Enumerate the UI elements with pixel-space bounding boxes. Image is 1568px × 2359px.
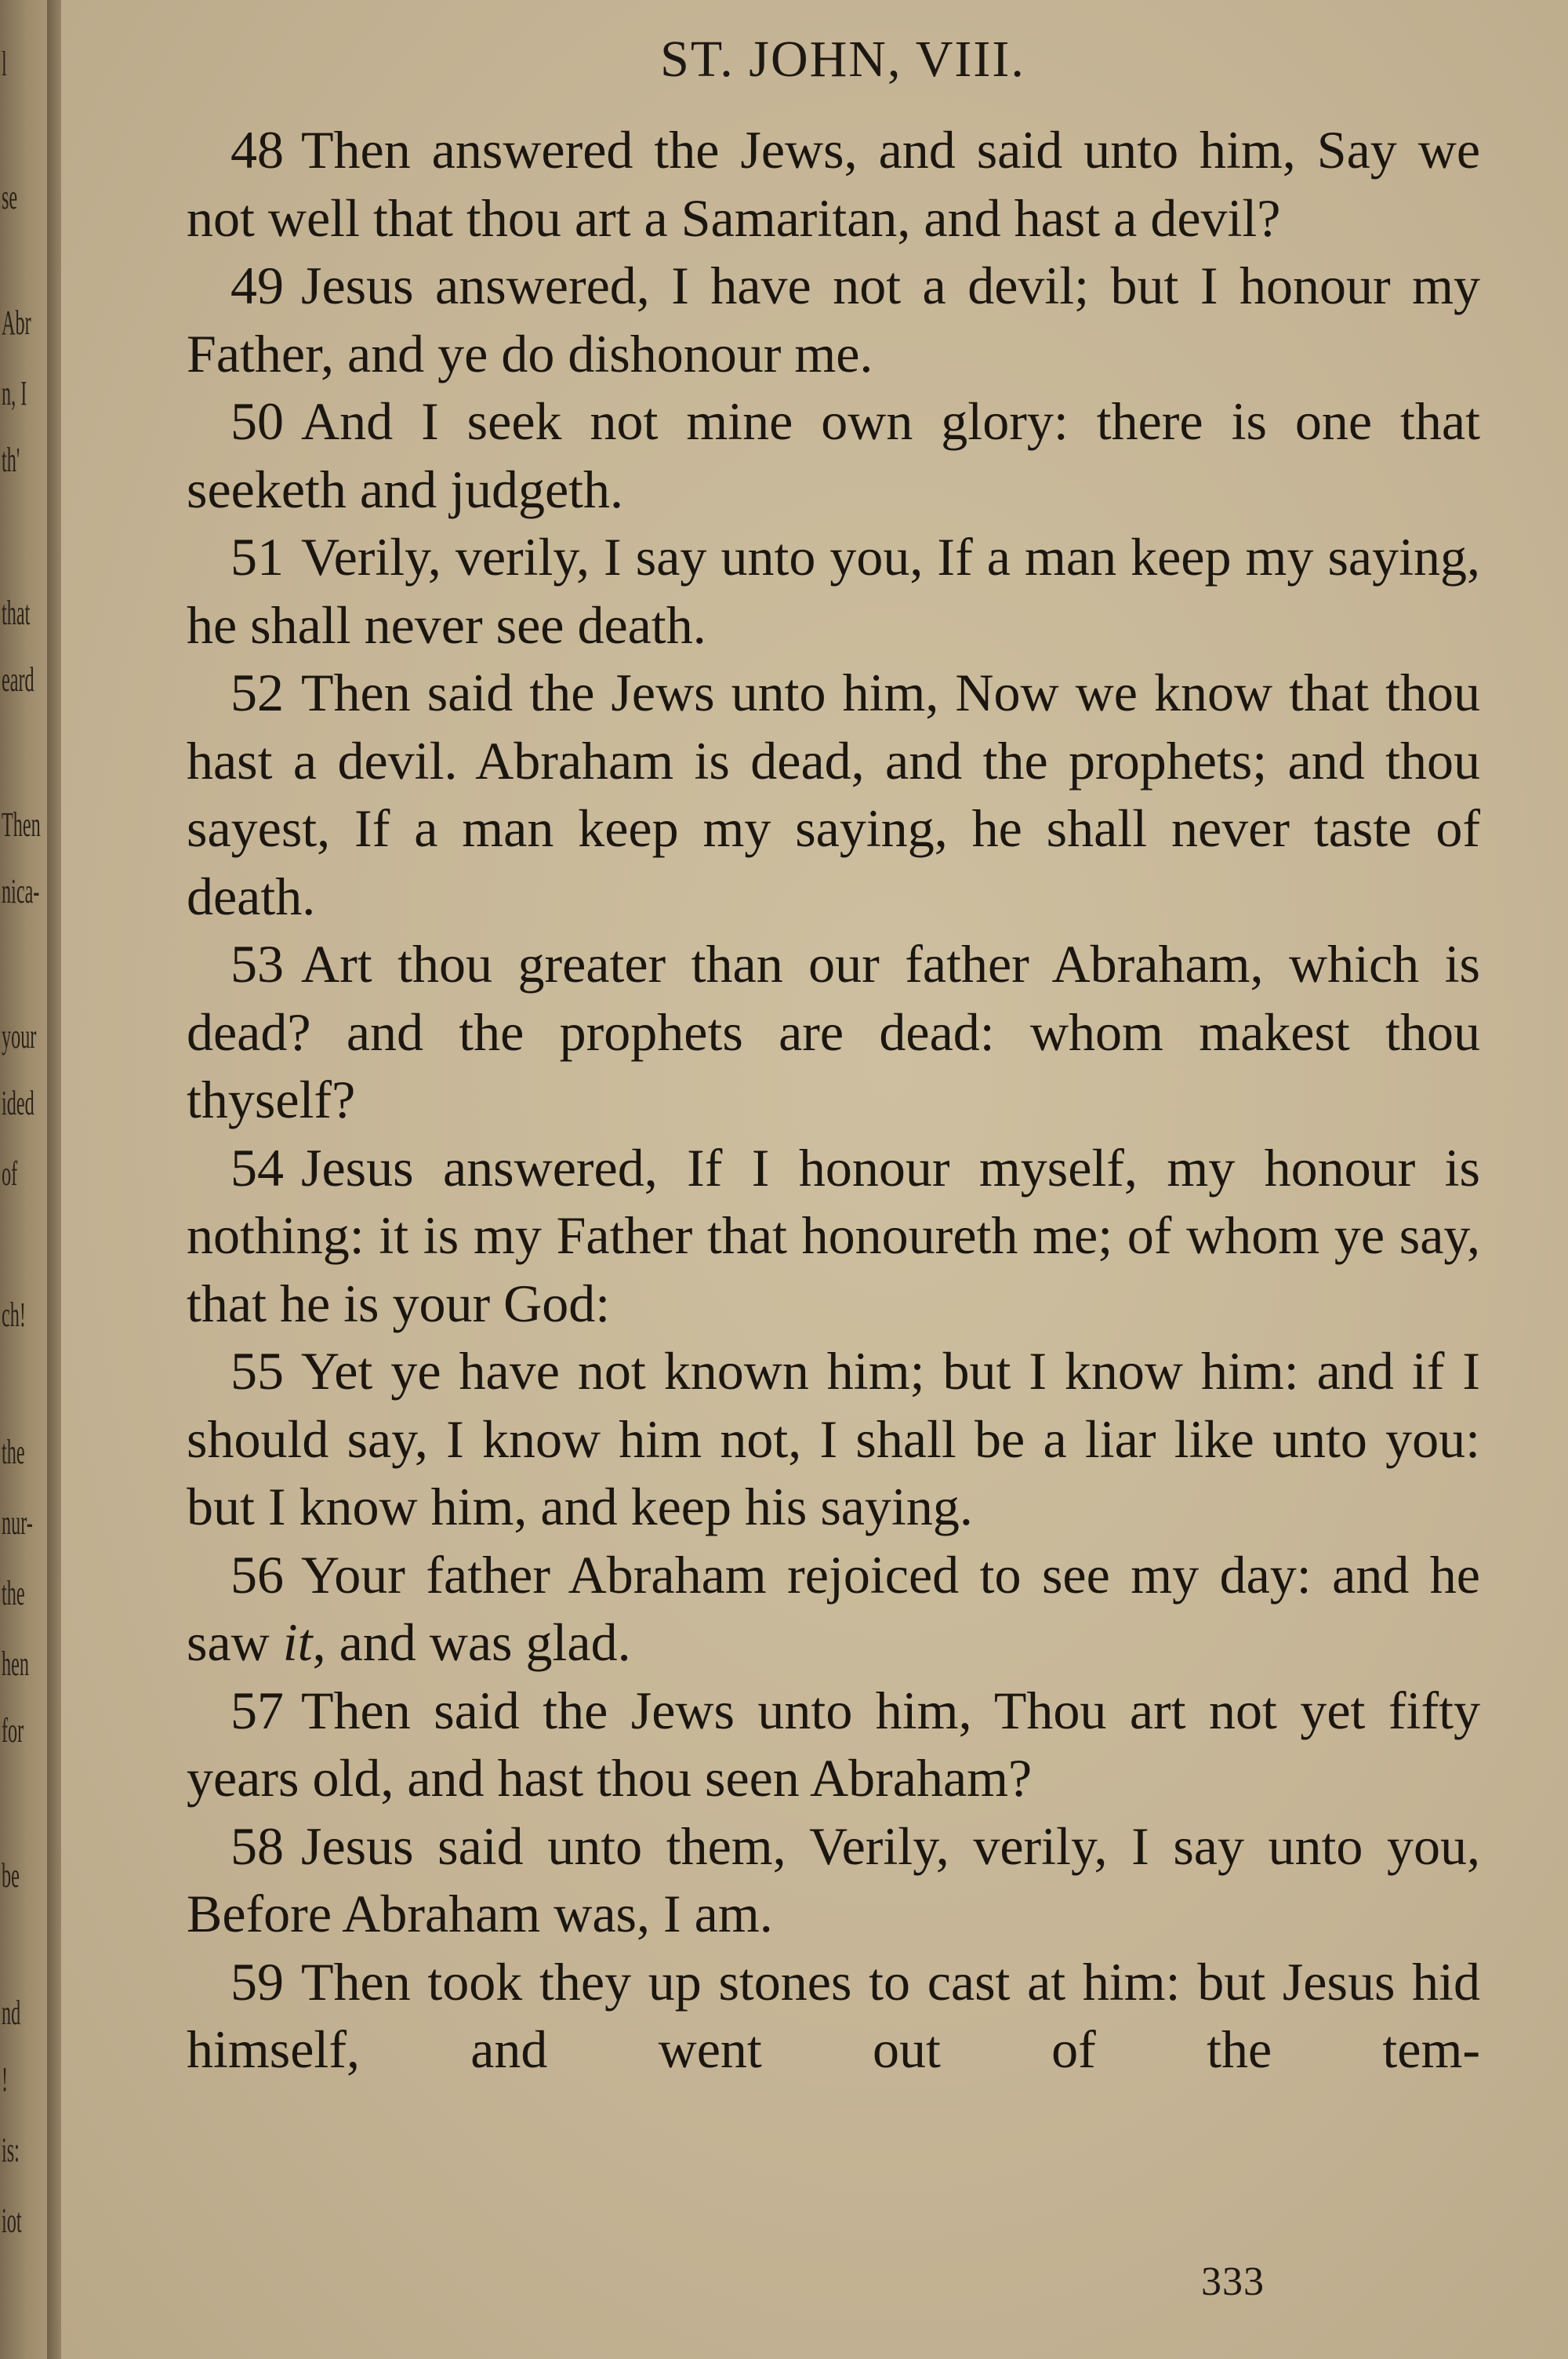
gutter-fragment: th' <box>2 441 20 479</box>
gutter-fragment: n, I <box>2 374 27 413</box>
gutter-fragment: l <box>2 45 7 83</box>
gutter-fragment: ided <box>2 1084 34 1122</box>
scripture-text <box>187 116 1480 2084</box>
verse-number: 49 <box>230 256 284 315</box>
gutter-fragment: Abr <box>2 304 31 342</box>
gutter-fragment: your <box>2 1017 37 1056</box>
verse-number: 51 <box>230 527 284 587</box>
verse-55 <box>187 1337 1480 1541</box>
gutter-fragment: for <box>2 1711 24 1750</box>
verse-italic-word: it <box>282 1612 313 1672</box>
verse-text: Yet ye have not known him; but I know him: and if I should say, I know him not, I shall be a liar like unto you: but I know him, and keep his saying. <box>187 1341 1480 1536</box>
verse-number: 54 <box>230 1137 284 1198</box>
verse-text: And I seek not mine own glory: there is one that seeketh and judgeth. <box>187 391 1480 519</box>
verse-text-continued: , and was glad. <box>312 1612 631 1672</box>
verse-53 <box>187 930 1480 1134</box>
gutter-fragment: nd <box>2 1994 21 2032</box>
verse-text: Then said the Jews unto him, Thou art not yet fifty years old, and hast thou seen Abraham? <box>187 1680 1480 1808</box>
verse-number: 53 <box>230 934 284 994</box>
verse-51 <box>187 523 1480 659</box>
verse-number: 58 <box>230 1816 284 1876</box>
gutter-fragment: se <box>2 178 18 216</box>
gutter-fragment: iot <box>2 2201 22 2240</box>
page-number: 333 <box>1201 2259 1265 2304</box>
verse-number: 48 <box>230 120 284 180</box>
verse-48 <box>187 116 1480 252</box>
verse-text: Art thou greater than our father Abraham, which is dead? and the prophets are dead: whom makest thou thyself? <box>187 934 1480 1129</box>
gutter-fragment: ch! <box>2 1296 26 1334</box>
verse-49 <box>187 252 1480 387</box>
gutter-fragment: the <box>2 1574 25 1612</box>
gutter-fragment: Then <box>2 805 41 844</box>
verse-text: Then answered the Jews, and said unto him, Say we not well that thou art a Samaritan, and hast a devil? <box>187 120 1480 248</box>
verse-50 <box>187 387 1480 523</box>
verse-number: 59 <box>230 1951 284 2012</box>
gutter-fragment: ! <box>2 2060 9 2099</box>
gutter-fragment: nica- <box>2 872 40 911</box>
gutter-fragment: the <box>2 1433 25 1471</box>
gutter-fragment: eard <box>2 660 34 699</box>
verse-58 <box>187 1812 1480 1948</box>
verse-text: Then said the Jews unto him, Now we know that thou hast a devil. Abraham is dead, and the prophets; and thou sayest, If a man keep my saying, he shall never taste of death. <box>187 663 1480 926</box>
verse-number: 56 <box>230 1544 284 1605</box>
verse-text: Then took they up stones to cast at him: but Jesus hid himself, and went out of the tem- <box>187 1951 1480 2079</box>
verse-59 <box>187 1948 1480 2084</box>
verse-text: Verily, verily, I say unto you, If a man keep my saying, he shall never see death. <box>187 527 1480 655</box>
verse-56 <box>187 1541 1480 1677</box>
gutter-fragment: of <box>2 1154 18 1193</box>
verse-number: 55 <box>230 1341 284 1401</box>
gutter-fragment: hen <box>2 1645 29 1683</box>
verse-text: Your father Abraham rejoiced to see my day: and he saw <box>187 1544 1480 1672</box>
verse-54 <box>187 1134 1480 1338</box>
verse-number: 52 <box>230 663 284 722</box>
verse-52 <box>187 659 1480 930</box>
running-head: ST. JOHN, VIII. <box>660 31 1025 88</box>
verse-number: 57 <box>230 1680 284 1740</box>
gutter-fragment: be <box>2 1856 20 1895</box>
verse-57 <box>187 1677 1480 1812</box>
gutter-fragment: nur- <box>2 1503 33 1542</box>
verse-text: Jesus said unto them, Verily, verily, I say unto you, Before Abraham was, I am. <box>187 1816 1480 1943</box>
gutter-fragment: that <box>2 594 31 632</box>
verse-number: 50 <box>230 391 284 451</box>
verse-text: Jesus answered, I have not a devil; but I honour my Father, and ye do dishonour me. <box>187 256 1480 383</box>
verse-text: Jesus answered, If I honour myself, my honour is nothing: it is my Father that honoureth me; of whom ye say, that he is your God: <box>187 1137 1480 1333</box>
gutter-fragment: is: <box>2 2131 20 2169</box>
